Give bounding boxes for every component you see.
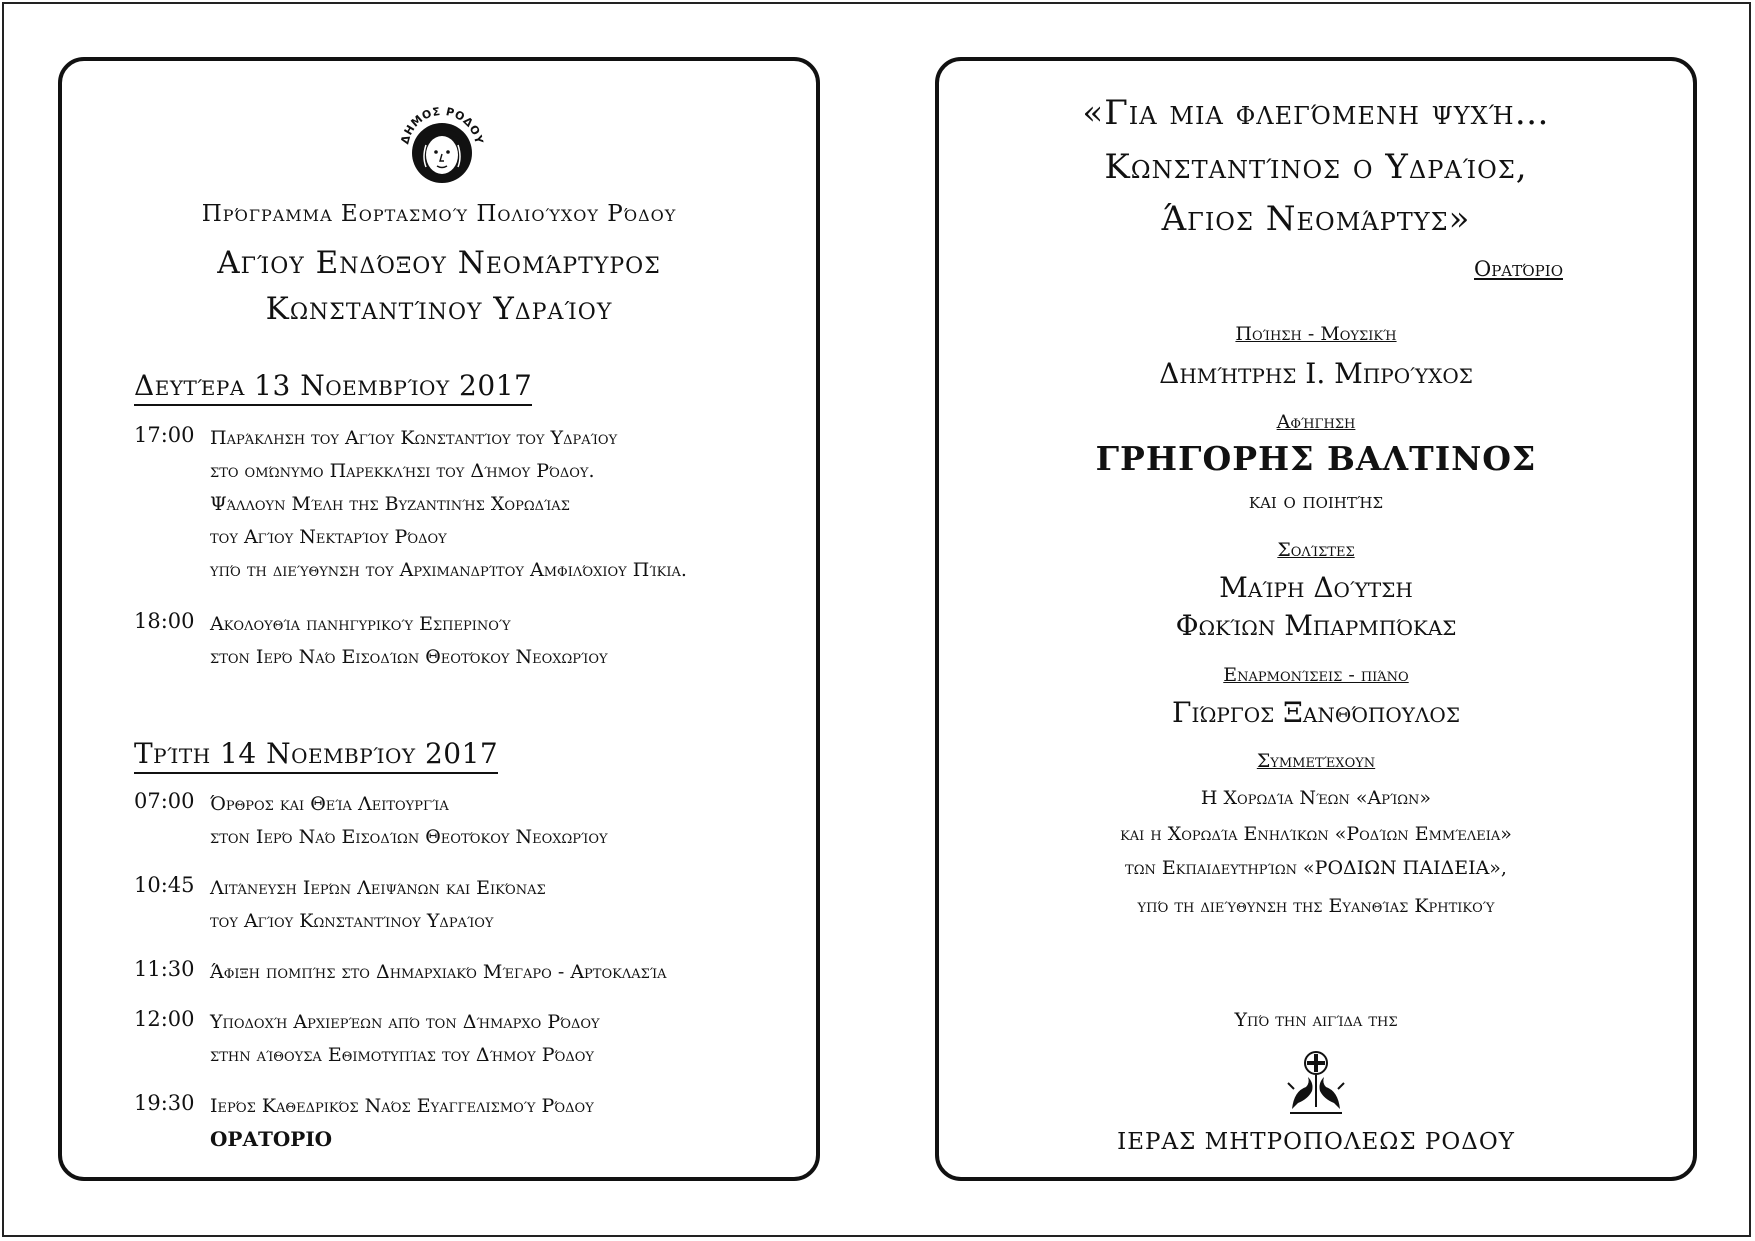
narrator-extra: και ο ποιητής — [1248, 489, 1384, 513]
metropolis-emblem-icon — [1284, 1047, 1348, 1117]
event-line: Ακολουθία πανηγυρικού Εσπερινού — [210, 613, 511, 635]
event-line: Ψάλλουν Μέλη της Βυζαντινής Χορωδίας — [210, 493, 570, 515]
day-heading-monday: Δευτέρα 13 Νοεμβρίου 2017 — [134, 369, 532, 406]
event-line: στο ομώνυμο Παρεκκλήσι του Δήμου Ρόδου. — [210, 460, 595, 482]
event-time: 07:00 — [134, 789, 195, 813]
soloists-label: Σολίστες — [1277, 539, 1355, 561]
event-line: στον Ιερό Ναό Εισοδίων Θεοτόκου Νεοχωρίου — [210, 646, 608, 668]
aegis-text: Υπό την αιγίδα της — [1234, 1009, 1398, 1031]
composer-name: Δημήτρης Ι. Μπρούχος — [1159, 357, 1473, 390]
event-line: στην αίθουσα Εθιμοτυπίας του Δήμου Ρόδου — [210, 1044, 595, 1066]
poetry-music-label: Ποίηση - Μουσική — [1235, 323, 1397, 345]
event-line: του Αγίου Κωνσταντίνου Υδραίου — [210, 910, 494, 932]
event-line: υπό τη διεύθυνση του Αρχιμανδρίτου Αμφιλόχιου Πίκια. — [210, 559, 687, 581]
event-line: Παράκληση του Αγίου Κωνσταντίου του Υδραίου — [210, 427, 618, 449]
program-title-line-1: Πρόγραμμα Εορτασμού Πολιούχου Ρόδου — [201, 201, 677, 227]
day-heading-tuesday: Τρίτη 14 Νοεμβρίου 2017 — [134, 737, 498, 774]
coin-head-icon — [392, 97, 492, 197]
oratorio-panel — [935, 57, 1697, 1181]
event-line: του Αγίου Νεκταρίου Ρόδου — [210, 526, 447, 548]
event-line: ΟΡΑΤΟΡΙΟ — [210, 1127, 333, 1151]
participant-line: και η Χορωδία Ενηλίκων «Ροδίων Εμμέλεια» — [1120, 823, 1512, 845]
narrator-name: ΓΡΗΓΟΡΗΣ ΒΑΛΤΙΝΟΣ — [1095, 439, 1537, 478]
arranger-name: Γιώργος Ξανθόπουλος — [1172, 696, 1460, 729]
genre-label: Ορατόριο — [1474, 257, 1563, 281]
event-line: Άφιξη πομπής στο Δημαρχιακό Μέγαρο - Αρτοκλασία — [210, 961, 667, 983]
oratorio-title-line-3: Άγιος Νεομάρτυς» — [1161, 199, 1471, 239]
event-time: 18:00 — [134, 609, 195, 633]
event-time: 17:00 — [134, 423, 195, 447]
event-time: 19:30 — [134, 1091, 195, 1115]
event-line: Υποδοχή Αρχιερέων από τον Δήμαρχο Ρόδου — [210, 1011, 600, 1033]
event-time: 11:30 — [134, 957, 195, 981]
participant-line: των Εκπαιδευτηρίων «ΡΟΔΙΩΝ ΠΑΙΔΕΙΑ», — [1125, 857, 1507, 879]
event-time: 12:00 — [134, 1007, 195, 1031]
svg-text:ΔΗΜΟΣ ΡΟΔΟΥ: ΔΗΜΟΣ ΡΟΔΟΥ — [398, 104, 486, 146]
program-panel — [58, 57, 820, 1181]
narration-label: Αφήγηση — [1276, 411, 1356, 433]
participants-label: Συμμετέχουν — [1256, 750, 1376, 772]
program-title-line-2: Αγίου Ενδόξου Νεομάρτυρος — [217, 245, 661, 281]
event-line: Όρθρος και Θεία Λειτουργία — [210, 793, 449, 815]
event-line: στον Ιερό Ναό Εισοδίων Θεοτόκου Νεοχωρίου — [210, 826, 608, 848]
event-time: 10:45 — [134, 873, 195, 897]
soloist-name: Φωκίων Μπαρμπόκας — [1175, 609, 1457, 642]
participant-line: Η Χορωδία Νέων «Αρίων» — [1200, 787, 1432, 809]
program-title-line-3: Κωνσταντίνου Υδραίου — [265, 291, 613, 327]
oratorio-title-line-2: Κωνσταντίνος ο Υδραίος, — [1104, 147, 1528, 187]
event-line: Λιτάνευση Ιερών Λειψάνων και Εικόνας — [210, 877, 546, 899]
arrangement-label: Εναρμονίσεις - πιάνο — [1223, 664, 1409, 686]
soloist-name: Μαίρη Δούτση — [1219, 571, 1413, 604]
event-line: Ιερός Καθεδρικός Ναός Ευαγγελισμού Ρόδου — [210, 1095, 594, 1117]
participant-line: υπό τη διεύθυνση της Ευανθίας Κρητικού — [1137, 895, 1495, 917]
oratorio-title-line-1: «Για μια φλεγόμενη ψυχή… — [1082, 93, 1550, 133]
metropolis-name: ΙΕΡΑΣ ΜΗΤΡΟΠΟΛΕΩΣ ΡΟΔΟΥ — [1117, 1129, 1515, 1155]
